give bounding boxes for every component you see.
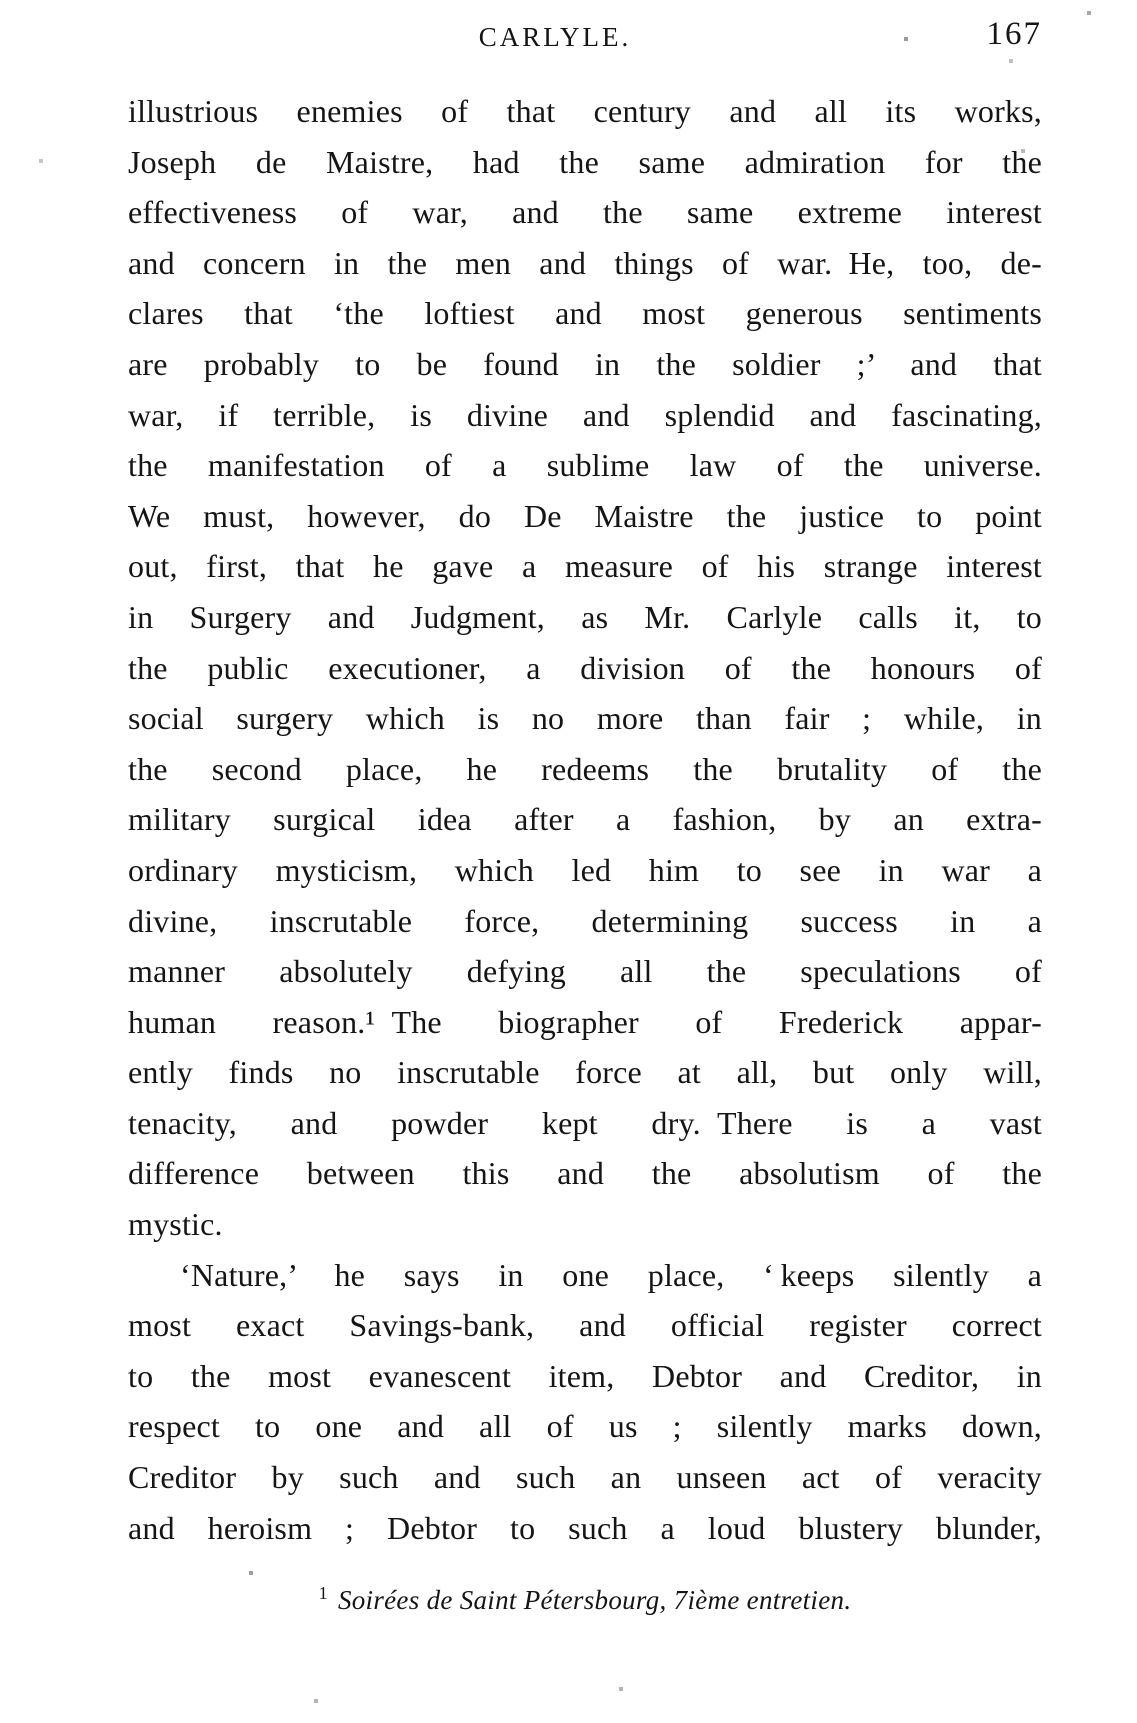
footnote	[128, 1585, 1042, 1616]
text-line: effectiveness of war, and the same extreme interest	[128, 194, 1042, 231]
text-line: human reason.¹ The biographer of Frederick appar-	[128, 1003, 1042, 1040]
text-line: ently finds no inscrutable force at all, but only will,	[128, 1054, 1042, 1091]
text-line: manner absolutely defying all the speculations of	[128, 953, 1042, 990]
text-line: war, if terrible, is divine and splendid and fascinating,	[128, 396, 1042, 433]
running-head	[128, 16, 1042, 60]
page-body	[128, 86, 1042, 1553]
scan-speckles	[0, 0, 2, 2]
text-line: ‘Nature,’ he says in one place, ‘ keeps silently a	[180, 1256, 1042, 1293]
footnote-text: Soirées de Saint Pétersbourg, 7ième entretien.	[337, 1585, 852, 1615]
text-line: to the most evanescent item, Debtor and Creditor, in	[128, 1357, 1042, 1394]
running-title: CARLYLE.	[478, 22, 632, 52]
text-line: difference between this and the absolutism of the	[128, 1155, 1042, 1192]
text-line: are probably to be found in the soldier ;’ and that	[128, 345, 1042, 382]
text-line: ordinary mysticism, which led him to see in war a	[128, 851, 1042, 888]
text-line: the public executioner, a division of the honours of	[128, 649, 1042, 686]
text-line: illustrious enemies of that century and all its works,	[128, 93, 1042, 129]
text-line: Creditor by such and such an unseen act of veracity	[128, 1459, 1042, 1496]
text-line: social surgery which is no more than fair ; while, in	[128, 700, 1042, 737]
text-line: in Surgery and Judgment, as Mr. Carlyle calls it, to	[128, 598, 1042, 635]
text-line: most exact Savings-bank, and official register correct	[128, 1307, 1042, 1344]
text-line: respect to one and all of us ; silently marks down,	[128, 1408, 1042, 1445]
page-number: 167	[986, 16, 1042, 52]
text-line: the manifestation of a sublime law of the universe.	[128, 447, 1042, 484]
text-line: out, first, that he gave a measure of his strange interest	[128, 548, 1042, 585]
text-line: clares that ‘the loftiest and most generous sentiments	[128, 295, 1042, 332]
text-line: and heroism ; Debtor to such a loud blustery blunder,	[128, 1509, 1042, 1546]
text-line: We must, however, do De Maistre the justice to point	[128, 497, 1042, 534]
footnote-marker: 1	[318, 1583, 328, 1603]
text-line: and concern in the men and things of war. He, too, de-	[128, 244, 1042, 281]
text-line: tenacity, and powder kept dry. There is a vast	[128, 1104, 1042, 1141]
text-line: mystic.	[128, 1206, 223, 1243]
text-line: military surgical idea after a fashion, by an extra-	[128, 801, 1042, 838]
text-line: divine, inscrutable force, determining success in a	[128, 902, 1042, 939]
text-line: the second place, he redeems the brutality of the	[128, 750, 1042, 787]
text-line: Joseph de Maistre, had the same admiration for the	[128, 143, 1042, 180]
